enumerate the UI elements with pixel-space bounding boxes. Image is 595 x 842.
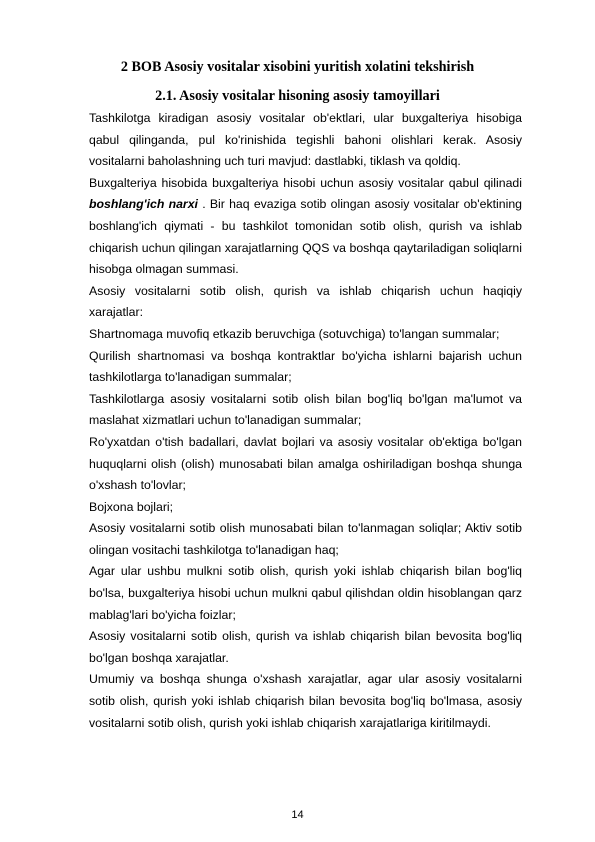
emphasis-term: boshlang'ich narxi: [89, 197, 198, 212]
paragraph: [89, 173, 522, 281]
page-number: 14: [291, 809, 304, 821]
paragraph: Umumiy va boshqa shunga o'xshash xarajatlar, agar ular asosiy vositalarni sotib olish, qurish yoki ishlab chiqarish bilan bevosita bog'liq bo'lmasa, asosiy vositalarni sotib olish, qurish yoki ishlab chiqarish xarajatlariga kiritilmaydi.: [89, 672, 522, 730]
paragraph: Shartnomaga muvofiq etkazib beruvchiga (sotuvchiga) to'langan summalar;: [89, 326, 500, 341]
paragraph: Tashkilotga kiradigan asosiy vositalar ob'ektlari, ular buxgalteriya hisobiga qabul qilinganda, pul ko'rinishida tegishli bahoni olishlari kerak. Asosiy vositalarni baholashning uch turi mavjud: dastlabki, tiklash va qoldiq.: [89, 111, 522, 169]
body-text: [89, 108, 522, 734]
chapter-heading: 2 BOB Asosiy vositalar xisobini yuritish xolatini tekshirish: [120, 59, 475, 75]
section-heading: 2.1. Asosiy vositalar hisoning asosiy tamoyillari: [155, 88, 440, 104]
paragraph-text: Buxgalteriya hisobida buxgalteriya hisobi uchun asosiy vositalar qabul qilinadi: [89, 175, 522, 190]
paragraph: Asosiy vositalarni sotib olish munosabati bilan to'lanmagan soliqlar; Aktiv sotib olingan vositachi tashkilotga to'lanadigan haq;: [89, 521, 522, 557]
paragraph: Asosiy vositalarni sotib olish, qurish va ishlab chiqarish bilan bevosita bog'liq bo'lgan boshqa xarajatlar.: [89, 629, 522, 665]
paragraph: Ro'yxatdan o'tish badallari, davlat bojlari va asosiy vositalar ob'ektiga bo'lgan huquqlarni olish (olish) munosabati bilan amalga oshiriladigan boshqa shunga o'xshash to'lovlar;: [89, 434, 522, 493]
paragraph: Agar ular ushbu mulkni sotib olish, qurish yoki ishlab chiqarish bilan bog'liq bo'lsa, buxgalteriya hisobi uchun mulkni qabul qilishdan oldin hisoblangan qarz mablag'lari bo'yicha foizlar;: [89, 564, 522, 622]
paragraph: Asosiy vositalarni sotib olish, qurish va ishlab chiqarish uchun haqiqiy xarajatlar:: [89, 283, 522, 320]
paragraph: Tashkilotlarga asosiy vositalarni sotib olish bilan bog'liq bo'lgan ma'lumot va maslahat xizmatlari uchun to'lanadigan summalar;: [89, 391, 522, 428]
paragraph: Bojxona bojlari;: [89, 499, 174, 514]
paragraph: Qurilish shartnomasi va boshqa kontraktlar bo'yicha ishlarni bajarish uchun tashkilotlarga to'lanadigan summalar;: [89, 348, 522, 385]
paragraph-text: . Bir haq evaziga sotib olingan asosiy vositalar ob'ektining boshlang'ich qiymati - bu tashkilot tomonidan sotib olish, qurish va ishlab chiqarish uchun qilingan xarajatlarning QQS va boshqa qaytariladigan soliqlarni hisobga olmagan summasi.: [89, 197, 522, 277]
